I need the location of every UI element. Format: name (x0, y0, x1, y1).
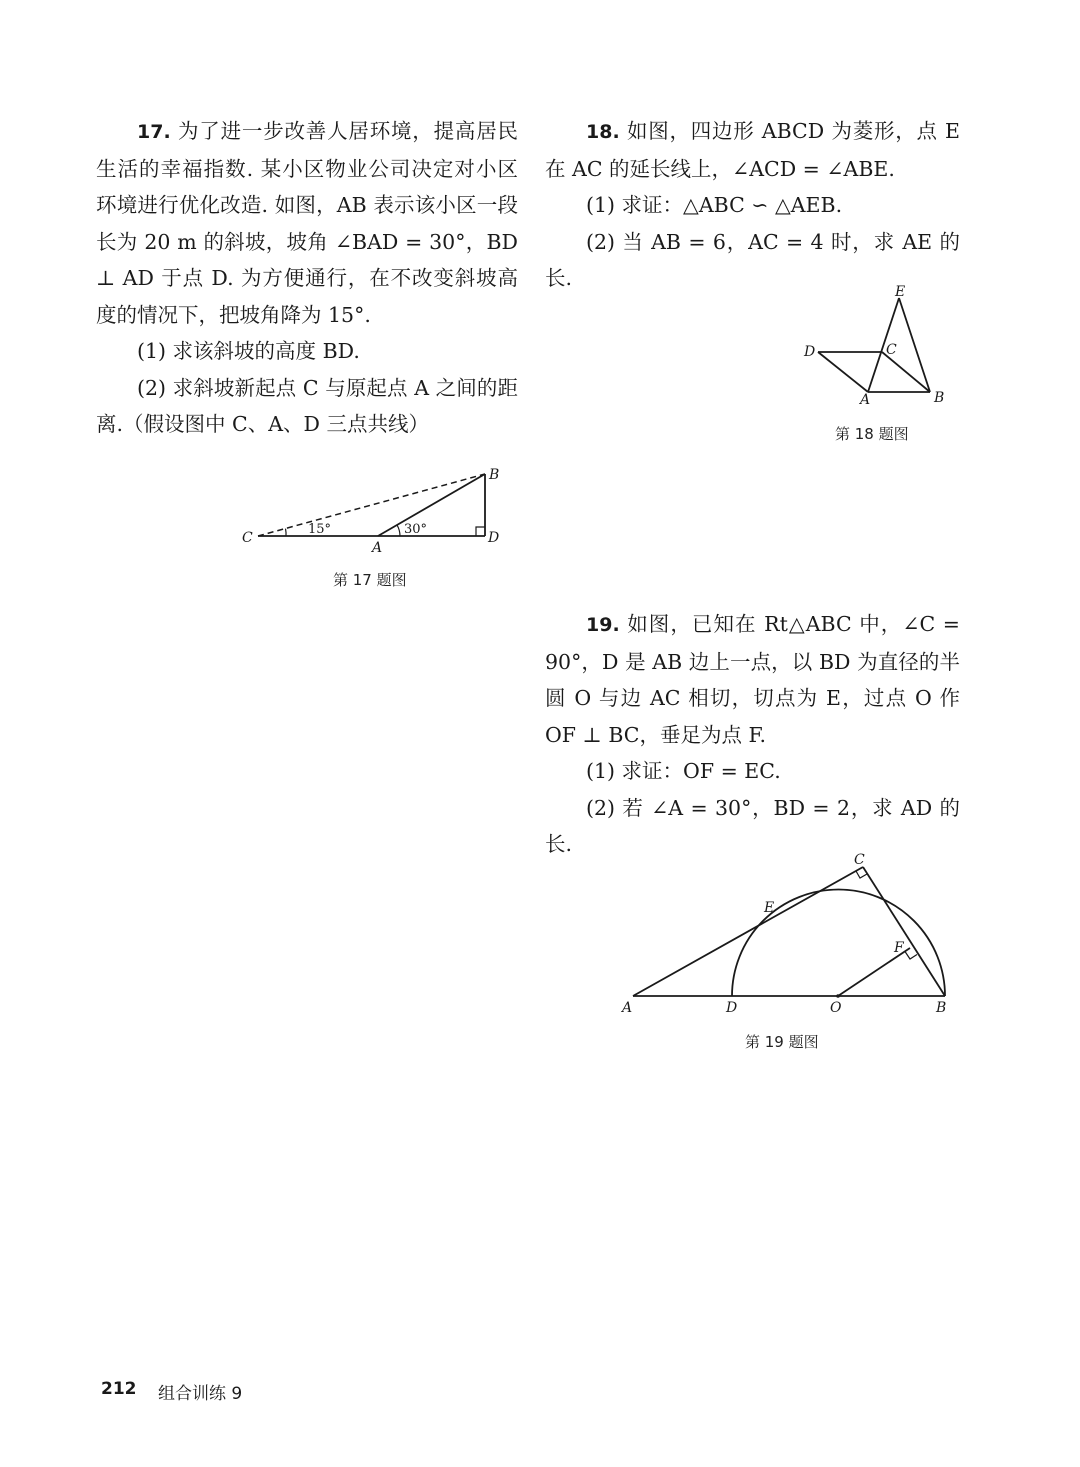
problem-18 (545, 113, 960, 297)
problem-17-q2: (2) 求斜坡新起点 C 与原起点 A 之间的距离.（假设图中 C、A、D 三点共线） (96, 375, 518, 436)
problem-17-figure (238, 466, 508, 560)
label-E: E (764, 900, 775, 916)
problem-18-caption: 第 18 题图 (835, 425, 909, 443)
problem-19-stem (545, 606, 960, 753)
problem-17-number: 17. (137, 121, 171, 143)
problem-19-figure (615, 848, 960, 1022)
label-B: B (934, 390, 945, 406)
label-D: D (488, 530, 500, 546)
label-C: C (854, 852, 865, 868)
label-C: C (886, 342, 897, 358)
problem-18-q1: (1) 求证：△ABC ∽ △AEB. (586, 193, 843, 217)
label-O: O (830, 1000, 842, 1016)
problem-17-diagram (238, 466, 508, 556)
label-15-degrees: 15° (308, 522, 332, 537)
label-30-degrees: 30° (404, 522, 428, 537)
label-F: F (894, 940, 904, 956)
problem-18-stem (545, 113, 960, 187)
problem-19-q2: (2) 若 ∠A = 30°，BD = 2，求 AD 的长. (545, 795, 960, 856)
section-title: 组合训练 9 (158, 1384, 243, 1404)
page-number: 212 (101, 1379, 137, 1399)
problem-17-caption: 第 17 题图 (333, 571, 407, 589)
problem-19-text: 如图，已知在 Rt△ABC 中，∠C = 90°，D 是 AB 边上一点，以 BD 为直径的半圆 O 与边 AC 相切，切点为 E，过点 O 作 OF ⊥ BC，垂足为点 F. (545, 612, 960, 747)
problem-17 (96, 113, 518, 443)
label-D: D (804, 344, 816, 360)
problem-19-q1: (1) 求证：OF = EC. (586, 759, 781, 783)
label-E: E (895, 284, 906, 300)
problem-17-stem (96, 113, 518, 333)
label-C: C (242, 530, 253, 546)
problem-18-figure (800, 280, 960, 414)
problem-19-diagram (615, 848, 960, 1018)
problem-18-diagram (800, 280, 960, 410)
problem-18-q2: (2) 当 AB = 6，AC = 4 时，求 AE 的长. (545, 229, 960, 290)
problem-17-text: 为了进一步改善人居环境，提高居民生活的幸福指数. 某小区物业公司决定对小区环境进行优化改造. 如图，AB 表示该小区一段长为 20 m 的斜坡，坡角 ∠BAD = 30°，BD ⊥ AD 于点 D. 为方便通行，在不改变斜坡高度的情况下，把坡角降为 15°. (96, 119, 518, 327)
label-A: A (860, 392, 871, 408)
problem-18-number: 18. (586, 121, 620, 143)
problem-17-q1: (1) 求该斜坡的高度 BD. (137, 339, 360, 363)
label-A: A (372, 540, 383, 556)
problem-18-text: 如图，四边形 ABCD 为菱形，点 E 在 AC 的延长线上，∠ACD = ∠ABE. (545, 119, 960, 181)
problem-19-number: 19. (586, 614, 620, 636)
label-B: B (489, 467, 500, 483)
problem-19 (545, 606, 960, 863)
problem-19-caption: 第 19 题图 (745, 1033, 819, 1051)
label-B: B (936, 1000, 947, 1016)
label-D: D (726, 1000, 738, 1016)
label-A: A (622, 1000, 633, 1016)
